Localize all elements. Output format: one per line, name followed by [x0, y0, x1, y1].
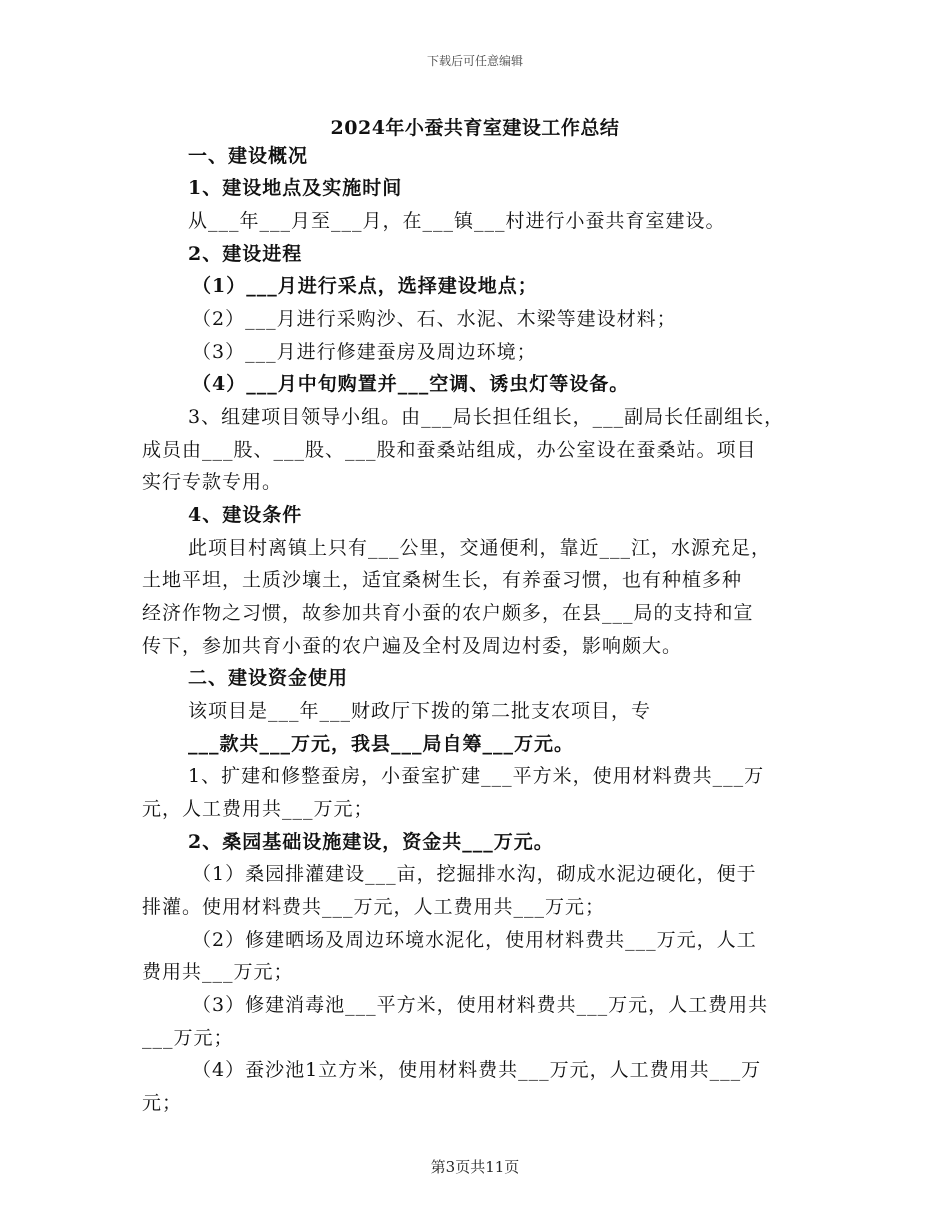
paragraph-line: 经济作物之习惯，故参加共育小蚕的农户颇多，在县___局的支持和宣	[142, 602, 754, 624]
page-footer: 第3页共11页	[430, 1158, 520, 1176]
paragraph-line: 元，人工费用共___万元；	[142, 798, 374, 820]
paragraph-line: 实行专款专用。	[142, 471, 283, 493]
section-heading-1: 一、建设概况	[188, 145, 309, 167]
paragraph-line: 元；	[142, 1092, 183, 1114]
list-item: （1）___月进行采点，选择建设地点；	[192, 275, 538, 297]
list-item: （2）修建晒场及周边环境水泥化，使用材料费共___万元，人工	[192, 929, 757, 951]
paragraph-line: 土地平坦，土质沙壤土，适宜桑树生长，有养蚕习惯，也有种植多种	[142, 569, 743, 591]
document-title: 2024年小蚕共育室建设工作总结	[330, 117, 620, 139]
subsection-heading-1: 1、建设地点及实施时间	[188, 177, 403, 199]
list-item: （3）修建消毒池___平方米，使用材料费共___万元，人工费用共	[192, 994, 769, 1016]
paragraph-line: 排灌。使用材料费共___万元，人工费用共___万元；	[142, 896, 606, 918]
subsection-heading: 2、桑园基础设施建设，资金共___万元。	[188, 831, 554, 853]
paragraph-line: 1、扩建和修整蚕房，小蚕室扩建___平方米，使用材料费共___万	[188, 765, 765, 787]
page-header: 下载后可任意编辑	[426, 54, 523, 68]
paragraph-line: 该项目是___年___财政厅下拨的第二批支农项目，专	[188, 700, 652, 722]
paragraph-line: 费用共___万元；	[142, 961, 294, 983]
section-heading-2: 二、建设资金使用	[188, 667, 349, 689]
paragraph-line: ___款共___万元，我县___局自筹___万元。	[188, 733, 575, 755]
subsection-heading-2: 2、建设进程	[188, 243, 303, 265]
subsection-heading-4: 4、建设条件	[188, 504, 303, 526]
paragraph-line: 3、组建项目领导小组。由___局长担任组长，___副局长任副组长，	[188, 406, 785, 428]
paragraph-line: ___万元；	[142, 1027, 234, 1049]
list-item: （2）___月进行采购沙、石、水泥、木梁等建设材料；	[192, 308, 677, 330]
paragraph-line: 此项目村离镇上只有___公里，交通便利，靠近___江，水源充足，	[188, 537, 772, 559]
list-item: （1）桑园排灌建设___亩，挖掘排水沟，砌成水泥边硬化，便于	[192, 863, 757, 885]
paragraph-line: 成员由___股、___股、___股和蚕桑站组成，办公室设在蚕桑站。项目	[142, 439, 757, 461]
list-item: （4）___月中旬购置并___空调、诱虫灯等设备。	[192, 373, 630, 395]
list-item: （3）___月进行修建蚕房及周边环境；	[192, 341, 537, 363]
paragraph-line: 传下，参加共育小蚕的农户遍及全村及周边村委，影响颇大。	[142, 635, 683, 657]
list-item: （4）蚕沙池1立方米，使用材料费共___万元，人工费用共___万	[192, 1059, 762, 1081]
paragraph-line: 从___年___月至___月，在___镇___村进行小蚕共育室建设。	[188, 210, 726, 232]
